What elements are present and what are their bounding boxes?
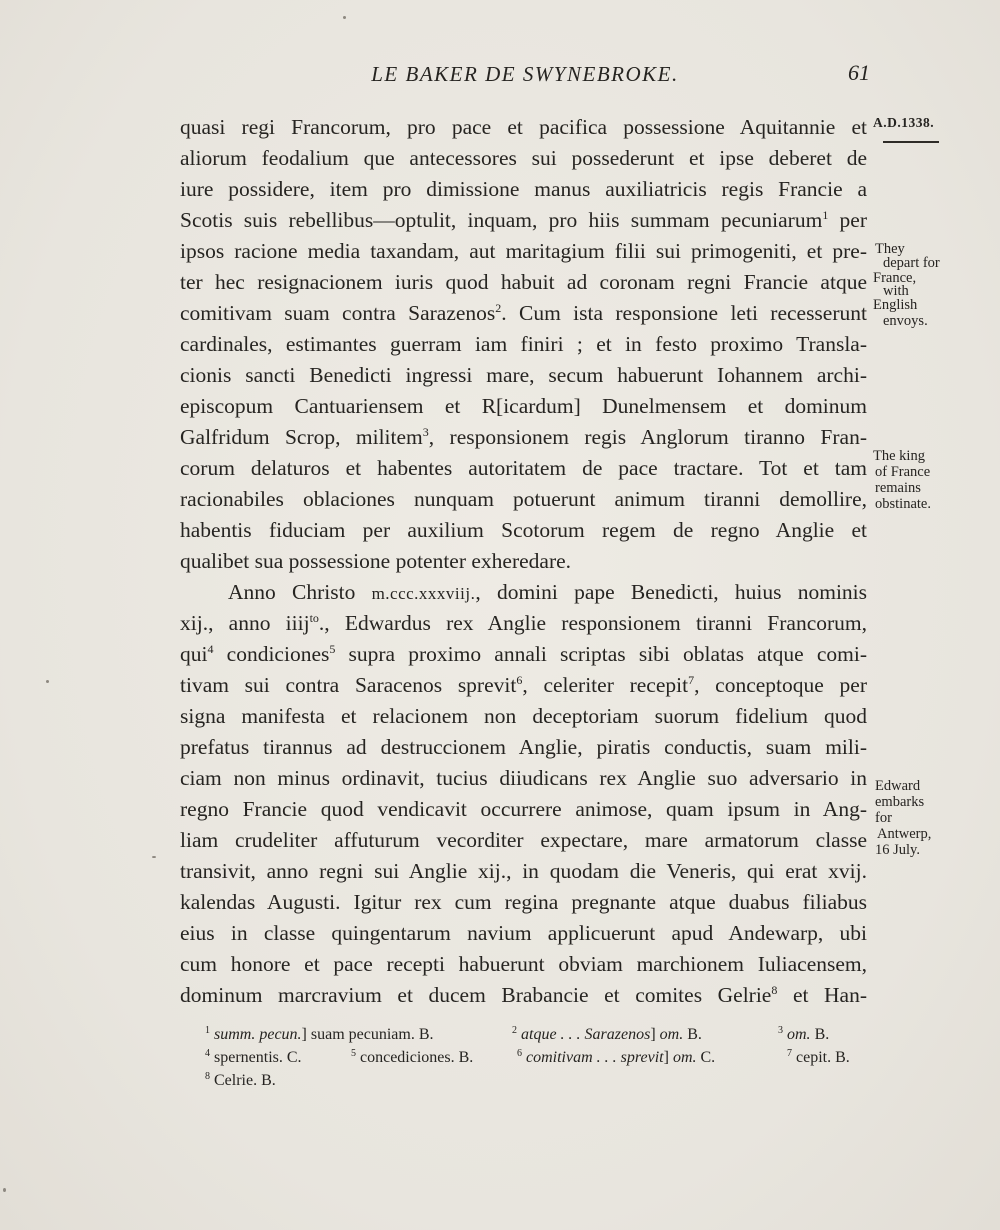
text-line: prefatus tirannus ad destruccionem Anglie, piratis conductis, suam mili- <box>180 735 867 759</box>
footnote: $^3$ om. B. <box>778 1025 830 1043</box>
text-line: eius in classe quingentarum navium applicuerunt apud Andewarp, ubi <box>180 921 867 945</box>
margin-date: A.D.1338. <box>873 115 935 130</box>
note-ref: 6 <box>516 673 523 687</box>
footnote: $^8$ Celrie. B. <box>205 1071 276 1089</box>
text-line: corum delaturos et habentes autoritatem de pace tractare. Tot et tam <box>180 456 867 480</box>
paper-speck <box>343 16 346 19</box>
text-line: ter hec resignacionem iuris quod habuit ad coronam regni Francie atque <box>180 270 867 294</box>
note-ref: 2 <box>495 301 502 315</box>
text-line: racionabiles oblaciones nunquam potuerunt animum tiranni demollire, <box>180 487 867 511</box>
text-line: iure possidere, item pro dimissione manus auxiliatricis regis Francie a <box>180 177 867 201</box>
margin-note-obstinate: The king of France remains obstinate. <box>873 448 931 512</box>
note-ref: 4 <box>207 642 214 656</box>
note-ref: 7 <box>688 673 695 687</box>
text-line: dominum marcravium et ducem Brabancie et comites Gelrie$^8$ et Han- <box>180 983 868 1007</box>
note-ref: 1 <box>822 208 829 222</box>
margin-note-antwerp: Edward embarks for Antwerp, 16 July. <box>875 778 932 858</box>
roman-date: m.ccc.xxxviij. <box>371 584 476 603</box>
note-ref: 5 <box>329 642 336 656</box>
footnote-line <box>205 1046 870 1069</box>
footnote: $^7$ cepit. B. <box>787 1048 850 1066</box>
date-rule <box>883 141 939 143</box>
text-line: tivam sui contra Saracenos sprevit$^6$, celeriter recepit$^7$, conceptoque per <box>180 673 867 697</box>
footnote: $^4$ spernentis. C. <box>205 1048 302 1066</box>
paper-speck <box>3 1188 6 1192</box>
running-head-title: LE BAKER DE SWYNEBROKE. <box>371 62 679 86</box>
note-ref: 8 <box>771 983 778 997</box>
margin-note-envoys: They depart for France, with English envoys. <box>873 241 940 329</box>
text-line: regno Francie quod vendicavit occurrere animose, quam ipsum in Ang- <box>180 797 867 821</box>
text-line: Anno Christo m.ccc.xxxviij., domini pape Benedicti, huius nominis <box>228 580 868 604</box>
text-line: cum honore et pace recepti habuerunt obviam marchionem Iuliacensem, <box>180 952 867 976</box>
text-line: signa manifesta et relacionem non deceptoriam suorum fidelium quod <box>180 704 867 728</box>
text-line: qui$^4$ condiciones$^5$ supra proximo annali scriptas sibi oblatas atque comi- <box>180 642 868 666</box>
footnote: $^5$ concediciones. B. <box>351 1048 474 1066</box>
running-head <box>180 62 870 92</box>
footnote: $^6$ comitivam . . . sprevit] om. C. <box>517 1048 716 1066</box>
paper-speck <box>152 856 156 858</box>
page-number: 61 <box>848 60 870 85</box>
text-line: cardinales, estimantes guerram iam finiri ; et in festo proximo Transla- <box>180 332 867 356</box>
text-line: aliorum feodalium que antecessores sui possederunt et ipse deberet de <box>180 146 867 170</box>
text-line: Scotis suis rebellibus—optulit, inquam, pro hiis summam pecuniarum$^1$ per <box>180 208 867 232</box>
text-line: cionis sancti Benedicti ingressi mare, secum habuerunt Iohannem archi- <box>180 363 867 387</box>
footnote-line <box>205 1069 870 1092</box>
footnote: $^2$ atque . . . Sarazenos] om. B. <box>512 1025 702 1043</box>
text-line: liam crudeliter affuturum vecorditer expectare, mare armatorum classe <box>180 828 867 852</box>
text-line: transivit, anno regni sui Anglie xij., in quodam die Veneris, qui erat xvij. <box>180 859 867 883</box>
text-line: episcopum Cantuariensem et R[icardum] Dunelmensem et dominum <box>180 394 867 418</box>
text-line: qualibet sua possessione potenter exheredare. <box>180 549 572 573</box>
text-line: ciam non minus ordinavit, tucius diiudicans rex Anglie suo adversario in <box>180 766 867 790</box>
footnote: $^1$ summ. pecun.] suam pecuniam. B. <box>205 1025 434 1043</box>
text-line: ipsos racione media taxandam, aut maritagium filii sui primogeniti, et pre- <box>180 239 867 263</box>
text-line: xij., anno iiij$^{to}$., Edwardus rex Anglie responsionem tiranni Francorum, <box>180 611 867 635</box>
text-line: kalendas Augusti. Igitur rex cum regina pregnante atque duabus filiabus <box>180 890 867 914</box>
text-line: Galfridum Scrop, militem$^3$, responsionem regis Anglorum tiranno Fran- <box>180 425 867 449</box>
text-line: comitivam suam contra Sarazenos$^2$. Cum ista responsione leti recesserunt <box>180 301 867 325</box>
paper-speck <box>46 680 49 683</box>
text-line: quasi regi Francorum, pro pace et pacifica possessione Aquitannie et <box>180 115 867 139</box>
note-ref: 3 <box>422 425 429 439</box>
text-line: habentis fiduciam per auxilium Scotorum regem de regno Anglie et <box>180 518 867 542</box>
footnote-line <box>205 1023 870 1046</box>
